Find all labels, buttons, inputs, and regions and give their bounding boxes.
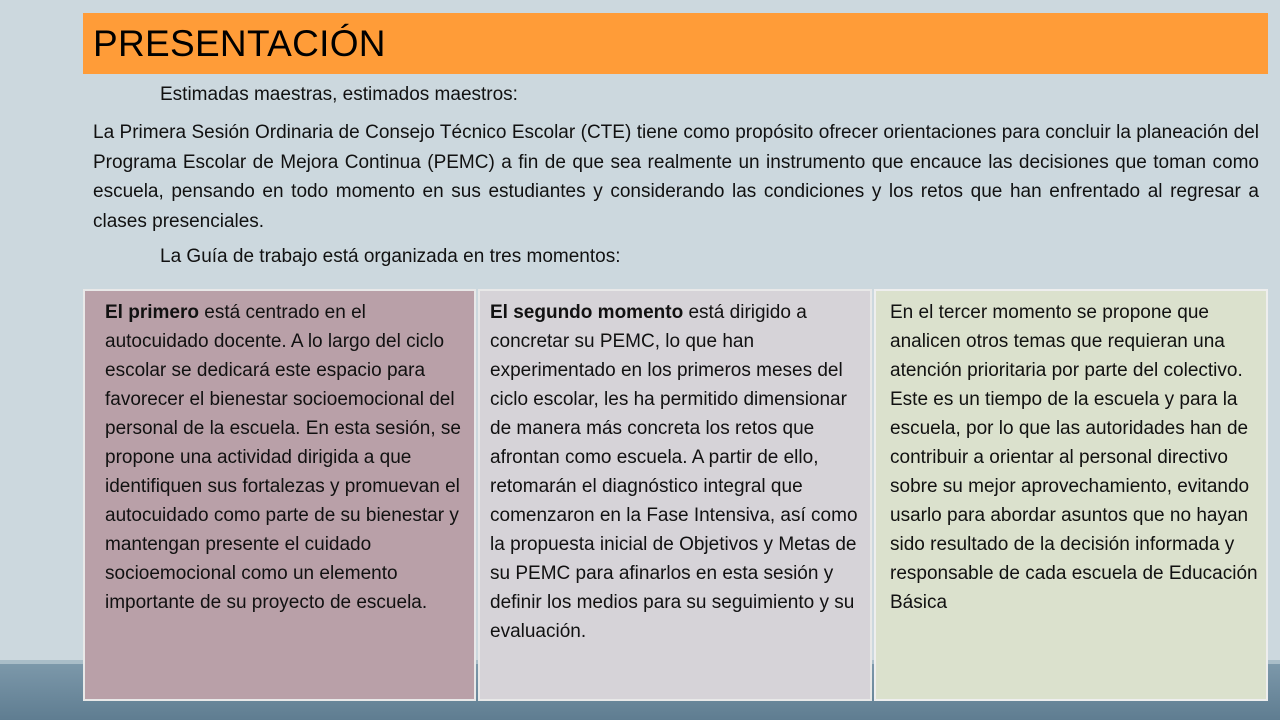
moment-first-box [83,289,476,701]
moment-second-heading: El segundo momento [490,302,684,323]
moment-first-text: está centrado en el autocuidado docente. A lo largo del ciclo escolar se dedicará este espacio para favorecer el bienestar socioemocional del personal de la escuela. En esta sesión, se propone una actividad dirigida a que identifiquen sus fortalezas y promuevan el autocuidado como parte de su bienestar y mantengan presente el cuidado socioemocional como un elemento importante de su proyecto de escuela. [105,302,461,613]
moment-second-text: está dirigido a concretar su PEMC, lo que han experimentado en los primeros meses del ciclo escolar, les ha permitido dimensionar de manera más concreta los retos que afrontan como escuela. A partir de ello, retomarán el diagnóstico integral que comenzaron en la Fase Intensiva, así como la propuesta inicial de Objetivos y Metas de su PEMC para afinarlos en esta sesión y definir los medios para su seguimiento y su evaluación. [490,302,858,642]
slide-title: PRESENTACIÓN [93,23,386,64]
guide-organization-text: La Guía de trabajo está organizada en tres momentos: [160,246,621,267]
moment-second-box [478,289,872,701]
moment-first-heading: El primero [105,302,199,323]
intro-paragraph: La Primera Sesión Ordinaria de Consejo Técnico Escolar (CTE) tiene como propósito ofrecer orientaciones para concluir la planeación del Programa Escolar de Mejora Continua (PEMC) a fin de que sea realmente un instrumento que encauce las decisiones que toman como escuela, pensando en todo momento en sus estudiantes y considerando las condiciones y los retos que han enfrentado al regresar a clases presenciales. [93,122,1259,232]
moment-third-text: En el tercer momento se propone que analicen otros temas que requieran una atención prioritaria por parte del colectivo. Este es un tiempo de la escuela y para la escuela, por lo que las autoridades han de contribuir a orientar al personal directivo sobre su mejor aprovechamiento, evitando usarlo para abordar asuntos que no hayan sido resultado de la decisión informada y responsable de cada escuela de Educación Básica [890,302,1258,613]
moment-third-box [874,289,1268,701]
greeting-text: Estimadas maestras, estimados maestros: [160,84,518,105]
title-bar [83,13,1268,74]
